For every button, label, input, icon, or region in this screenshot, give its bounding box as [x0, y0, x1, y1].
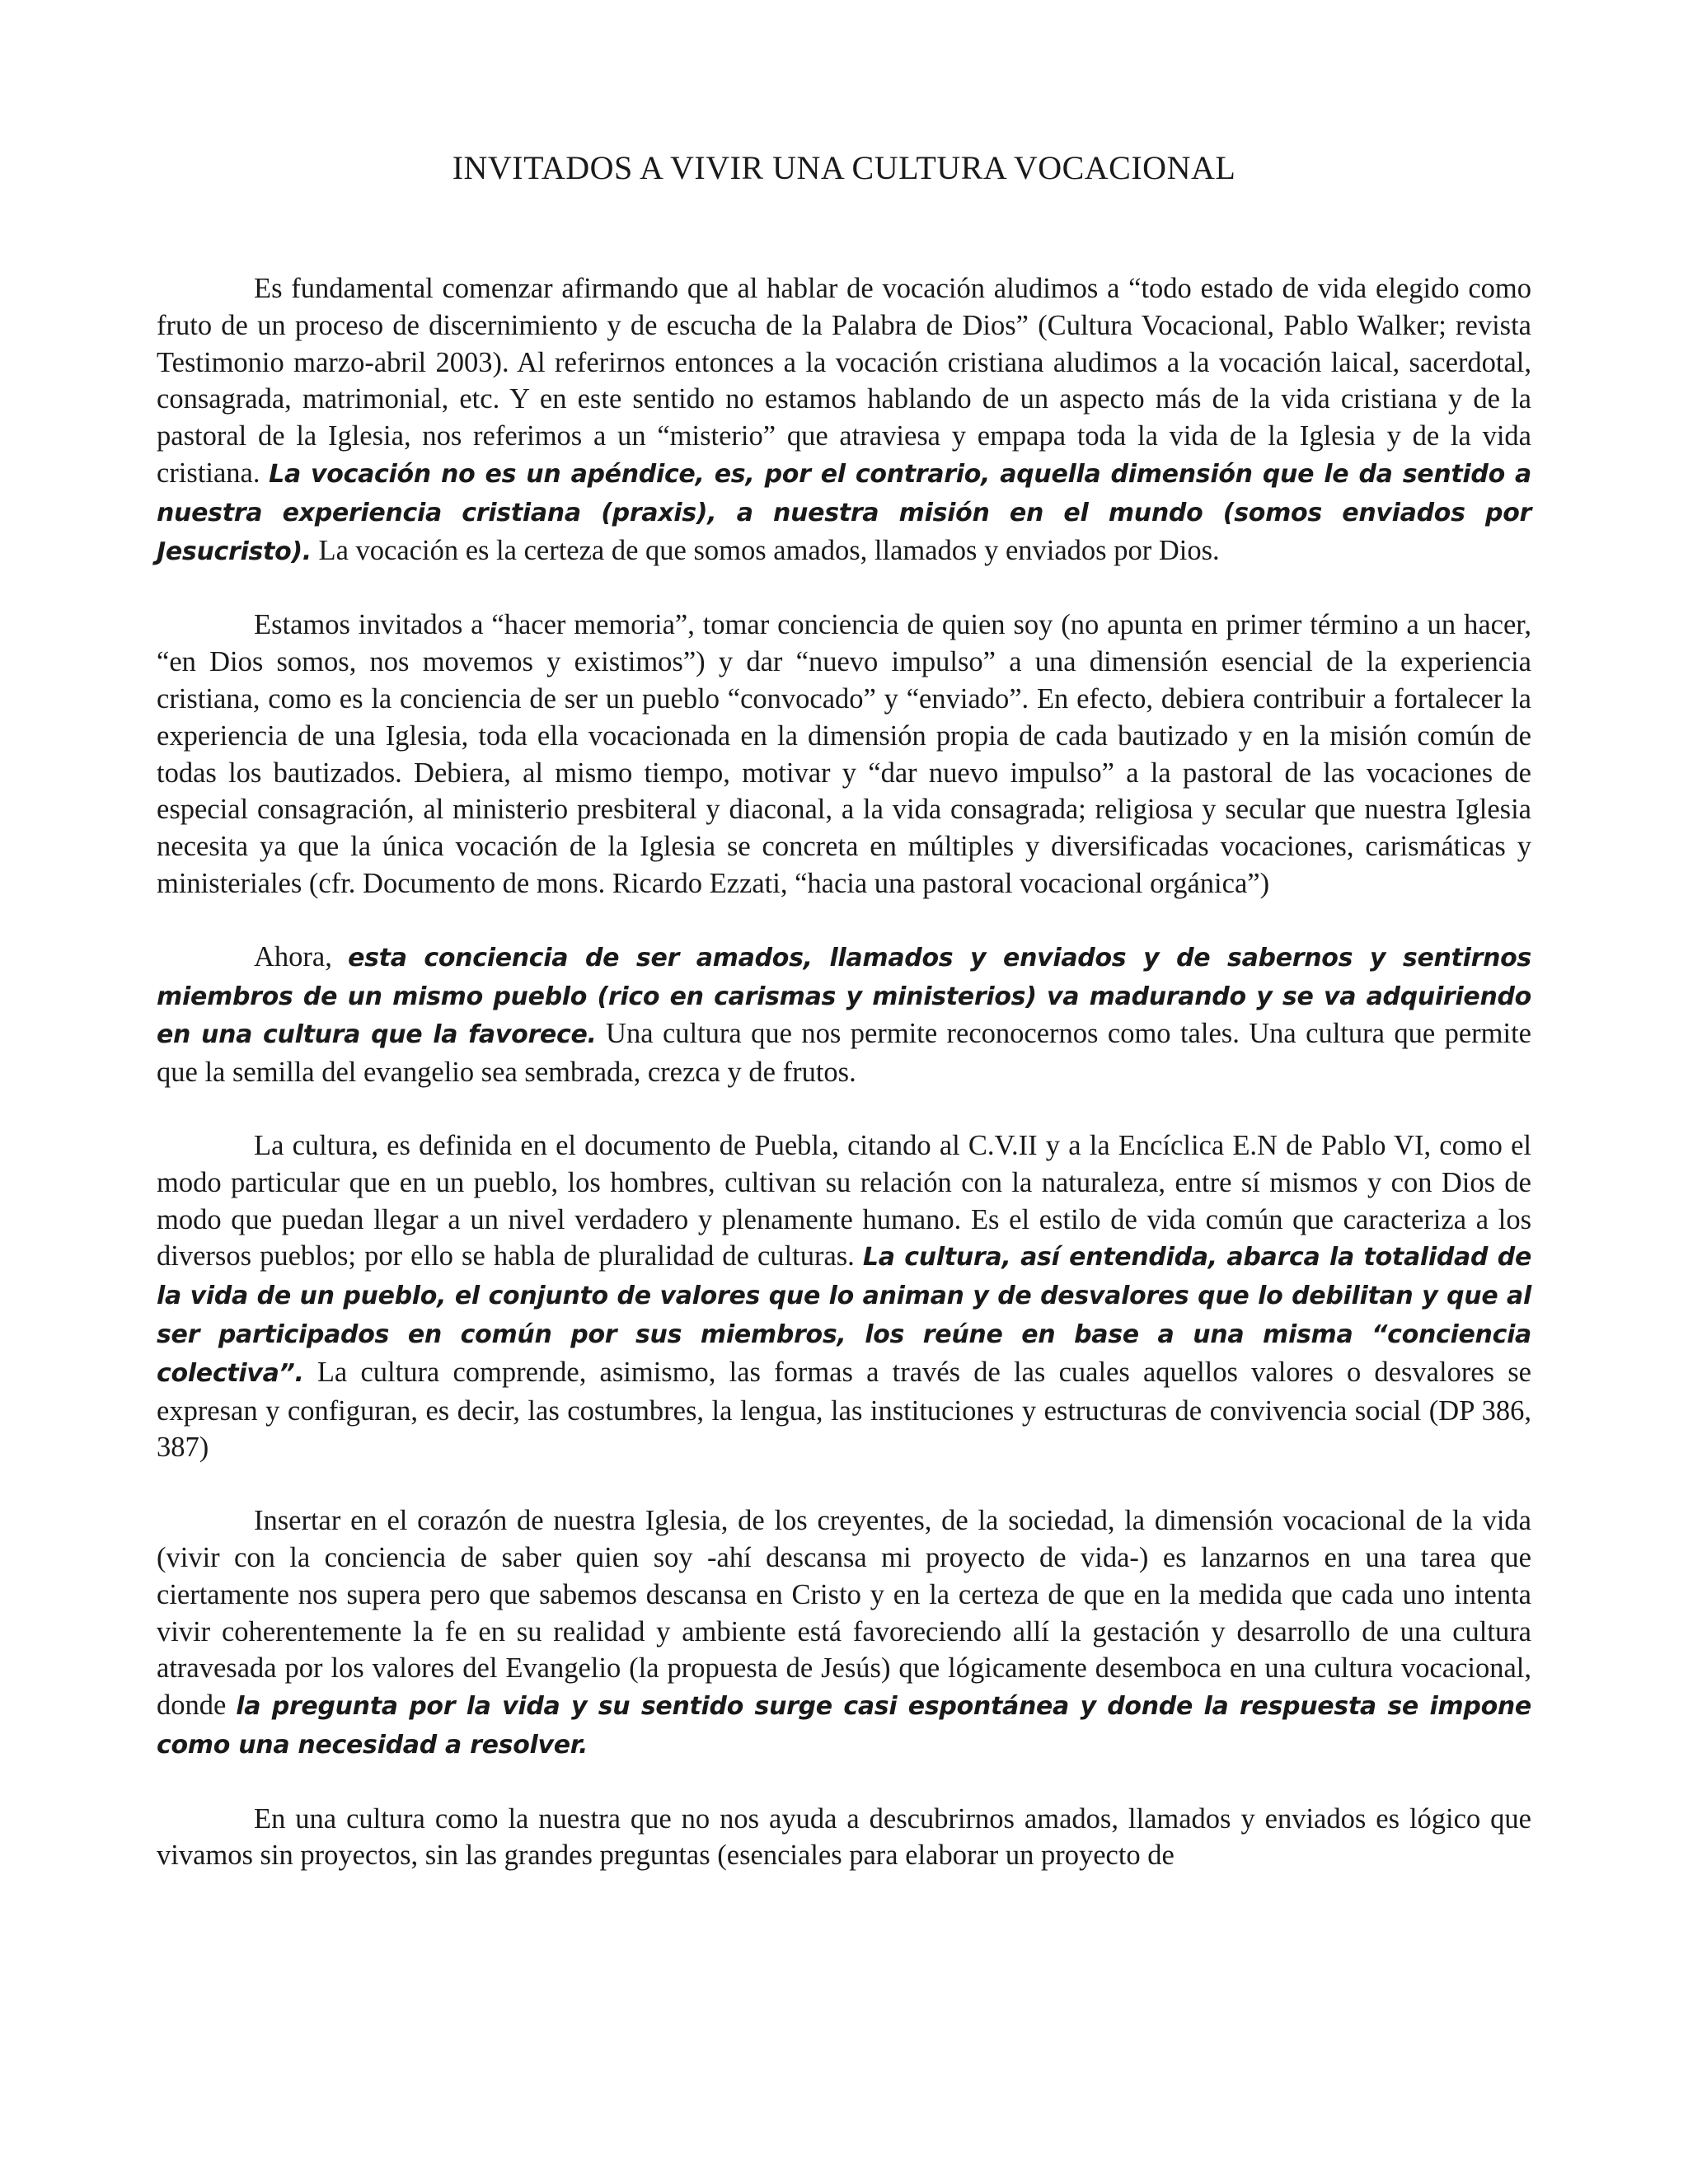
paragraph-4-text: La cultura, es definida en el documento de Puebla, citando al C.V.II y a la Encíclica E.N de Pablo VI, como el modo particular que en un pueblo, los hombres, cultivan su relación con la naturaleza, entre sí mismos y con Dios de modo que puedan llegar a un nivel verdadero y plenamente humano. Es el estilo de vida común que caracteriza a los diversos pueblos; por ello se habla de pluralidad de culturas.	[157, 1129, 1531, 1272]
paragraph-3	[157, 939, 1531, 1091]
paragraph-1-emphasis: La vocación no es un apéndice, es, por el contrario, aquella dimensión que le da sentido a nuestra experiencia cristiana (praxis), a nuestra misión en el mundo (somos enviados por Jesucristo).	[157, 459, 1531, 566]
paragraph-5	[157, 1502, 1531, 1765]
paragraph-2-text: Estamos invitados a “hacer memoria”, tomar conciencia de quien soy (no apunta en primer término a un hacer, “en Dios somos, nos movemos y existimos”) y dar “nuevo impulso” a una dimensión esencial de la experiencia cristiana, como es la conciencia de ser un pueblo “convocado” y “enviado”. En efecto, debiera contribuir a fortalecer la experiencia de una Iglesia, toda ella vocacionada en la dimensión propia de cada bautizado y en la misión común de todas los bautizados. Debiera, al mismo tiempo, motivar y “dar nuevo impulso” a la pastoral de las vocaciones de especial consagración, al ministerio presbiteral y diaconal, a la vida consagrada; religiosa y secular que nuestra Iglesia necesita ya que la única vocación de la Iglesia se concreta en múltiples y diversificadas vocaciones, carismáticas y ministeriales (cfr. Documento de mons. Ricardo Ezzati, “hacia una pastoral vocacional orgánica”)	[157, 609, 1531, 899]
paragraph-3-emphasis: esta conciencia de ser amados, llamados y enviados y de sabernos y sentirnos miembros de un mismo pueblo (rico en carismas y ministerios) va madurando y se va adquiriendo en una cultura que la favorece.	[157, 943, 1531, 1050]
paragraph-1	[157, 270, 1531, 570]
paragraph-4-text-end: La cultura comprende, asimismo, las formas a través de las cuales aquellos valores o desvalores se expresan y configuran, es decir, las costumbres, la lengua, las instituciones y estructuras de convivencia social (DP 386, 387)	[157, 1356, 1531, 1464]
paragraph-4-emphasis: La cultura, así entendida, abarca la totalidad de la vida de un pueblo, el conjunto de valores que lo animan y de desvalores que lo debilitan y que al ser participados en común por sus miembros, los reúne en base a una misma “conciencia colectiva”.	[157, 1243, 1531, 1388]
document-page	[157, 148, 1531, 1910]
paragraph-1-text: Es fundamental comenzar afirmando que al hablar de vocación aludimos a “todo estado de vida elegido como fruto de un proceso de discernimiento y de escucha de la Palabra de Dios” (Cultura Vocacional, Pablo Walker; revista Testimonio marzo-abril 2003). Al referirnos entonces a la vocación cristiana aludimos a la vocación laical, sacerdotal, consagrada, matrimonial, etc. Y en este sentido no estamos hablando de un aspecto más de la vida cristiana y de la pastoral de la Iglesia, nos referimos a un “misterio” que atraviesa y empapa toda la vida de la Iglesia y de la vida cristiana.	[157, 273, 1531, 489]
paragraph-6-text: En una cultura como la nuestra que no nos ayuda a descubrirnos amados, llamados y enviados es lógico que vivamos sin proyectos, sin las grandes preguntas (esenciales para elaborar un proyecto de	[157, 1802, 1531, 1872]
paragraph-3-text: Ahora,	[254, 940, 349, 972]
paragraph-5-text: Insertar en el corazón de nuestra Iglesia, de los creyentes, de la sociedad, la dimensión vocacional de la vida (vivir con la conciencia de saber quien soy -ahí descansa mi proyecto de vida-) es lanzarnos en una tarea que ciertamente nos supera pero que sabemos descansa en Cristo y en la certeza de que en la medida que cada uno intenta vivir coherentemente la fe en su realidad y ambiente está favoreciendo allí la gestación y desarrollo de una cultura atravesada por los valores del Evangelio (la propuesta de Jesús) que lógicamente desemboca en una cultura vocacional, donde	[157, 1505, 1531, 1722]
paragraph-4	[157, 1127, 1531, 1466]
paragraph-1-text-end: La vocación es la certeza de que somos amados, llamados y enviados por Dios.	[311, 534, 1220, 566]
paragraph-2	[157, 607, 1531, 902]
document-title: INVITADOS A VIVIR UNA CULTURA VOCACIONAL	[452, 149, 1236, 186]
paragraph-5-emphasis: la pregunta por la vida y su sentido surge casi espontánea y donde la respuesta se impone como una necesidad a resolver.	[157, 1692, 1531, 1760]
paragraph-3-text-end: Una cultura que nos permite reconocernos como tales. Una cultura que permite que la semilla del evangelio sea sembrada, crezca y de frutos.	[157, 1018, 1531, 1089]
paragraph-6	[157, 1801, 1531, 1875]
